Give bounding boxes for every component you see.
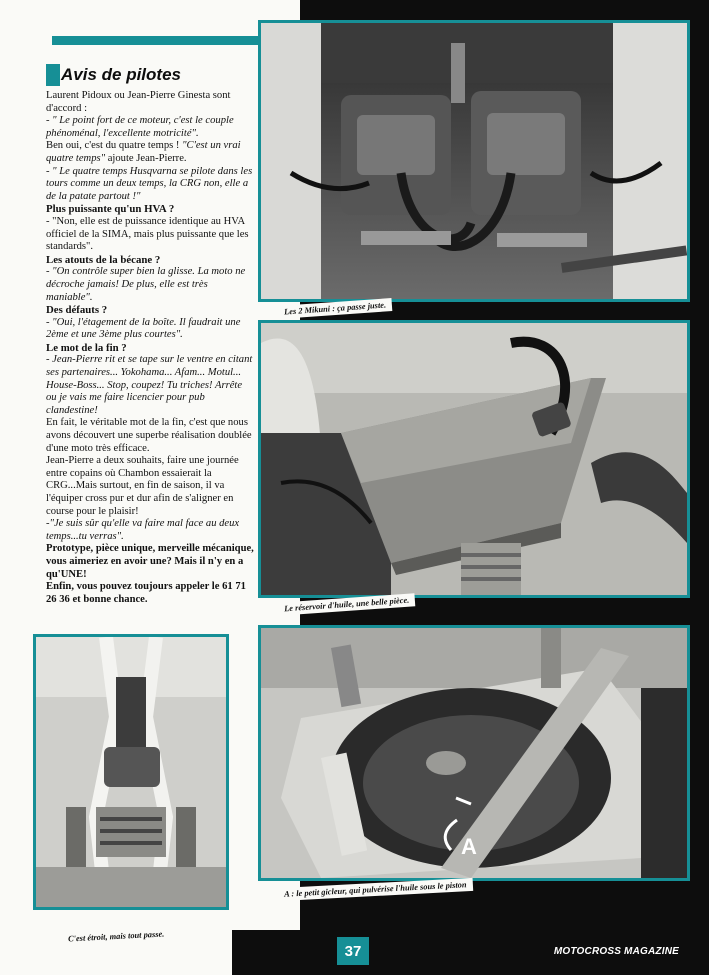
oil-tank-image: [261, 323, 687, 595]
body-paragraph: - "Non, elle est de puissance identique au HVA officiel de la SIMA, mais plus puissante que les standards".: [46, 215, 249, 253]
photo-caption: A : le petit gicleur, qui pulvérise l'huile sous le piston: [278, 878, 473, 901]
photo-label-a: A: [461, 834, 477, 859]
photo-frame: [33, 634, 229, 910]
subheading: Les atouts de la bécane ?: [46, 253, 161, 266]
quote-paragraph: - "On contrôle super bien la glisse. La moto ne décroche jamais! De plus, elle est très maniable".: [46, 266, 246, 303]
intro-paragraph: Laurent Pidoux ou Jean-Pierre Ginesta sont d'accord :: [46, 90, 231, 114]
cylinder-image: [261, 628, 687, 878]
photo-carburetors: [258, 20, 690, 302]
quote-paragraph: - " Le quatre temps Husqvarna se pilote dans les tours comme un deux temps, la CRG non, elle a de la patate partout !": [46, 165, 253, 202]
quote-paragraph: - Jean-Pierre rit et se tape sur le ventre en citant ses partenaires... Yokohama... Afam... Motul... House-Boss... Stop, coupez! Tu triches! Arrête ou je vais me faire licencier pour pub clandestine!: [46, 354, 253, 416]
quote-paragraph: - "Oui, l'étagement de la boîte. Il faudrait une 2ème et une 3ème plus courtes".: [46, 316, 241, 341]
page-number: 37: [337, 937, 369, 965]
frame-image: [36, 637, 226, 907]
body-paragraph: Jean-Pierre a deux souhaits, faire une journée entre copains où Chambon essaierait la CRG...Mais surtout, en fin de saison, il va l'équiper cross pur et dur afin de s'aligner en course pour le plaisir!: [46, 455, 239, 517]
body-paragraph: [46, 140, 254, 165]
body-text: Ben oui, c'est du quatre temps !: [46, 140, 180, 152]
photo-cylinder: [258, 625, 690, 881]
quote-paragraph: -"Je suis sûr qu'elle va faire mal face au deux temps...tu verras".: [46, 518, 240, 542]
subheading: Des défauts ?: [46, 304, 108, 317]
photo-caption: C'est étroit, mais tout passe.: [67, 929, 165, 944]
inline-quote: "C'est un vrai quatre temps": [46, 140, 241, 164]
article-heading: [46, 64, 254, 86]
photo-caption: Les 2 Mikuni : ça passe juste.: [278, 298, 393, 319]
carburetor-image: [261, 23, 687, 299]
subheading: Plus puissante qu'un HVA ?: [46, 203, 175, 216]
quote-paragraph: - " Le point fort de ce moteur, c'est le couple phénoménal, l'excellente motricité".: [46, 115, 234, 139]
heading-accent-block: [46, 64, 60, 86]
closing-bold-paragraph: Prototype, pièce unique, merveille mécanique, vous aimeriez en avoir une? Mais il n'y en a qu'UNE!: [46, 543, 254, 580]
article-title: Avis de pilotes: [61, 64, 181, 84]
closing-bold-paragraph: Enfin, vous pouvez toujours appeler le 61 71 26 36 et bonne chance.: [46, 581, 246, 605]
magazine-name: MOTOCROSS MAGAZINE: [553, 946, 679, 957]
photo-oil-tank: [258, 320, 690, 598]
body-paragraph: En fait, le véritable mot de la fin, c'est que nous avons découvert une superbe réalisation doublée d'une moto très efficace.: [46, 417, 252, 454]
article-column: [46, 64, 254, 606]
subheading: Le mot de la fin ?: [46, 341, 127, 354]
photo-caption: Le réservoir d'huile, une belle pièce.: [278, 593, 416, 616]
body-text: ajoute Jean-Pierre.: [105, 152, 187, 164]
